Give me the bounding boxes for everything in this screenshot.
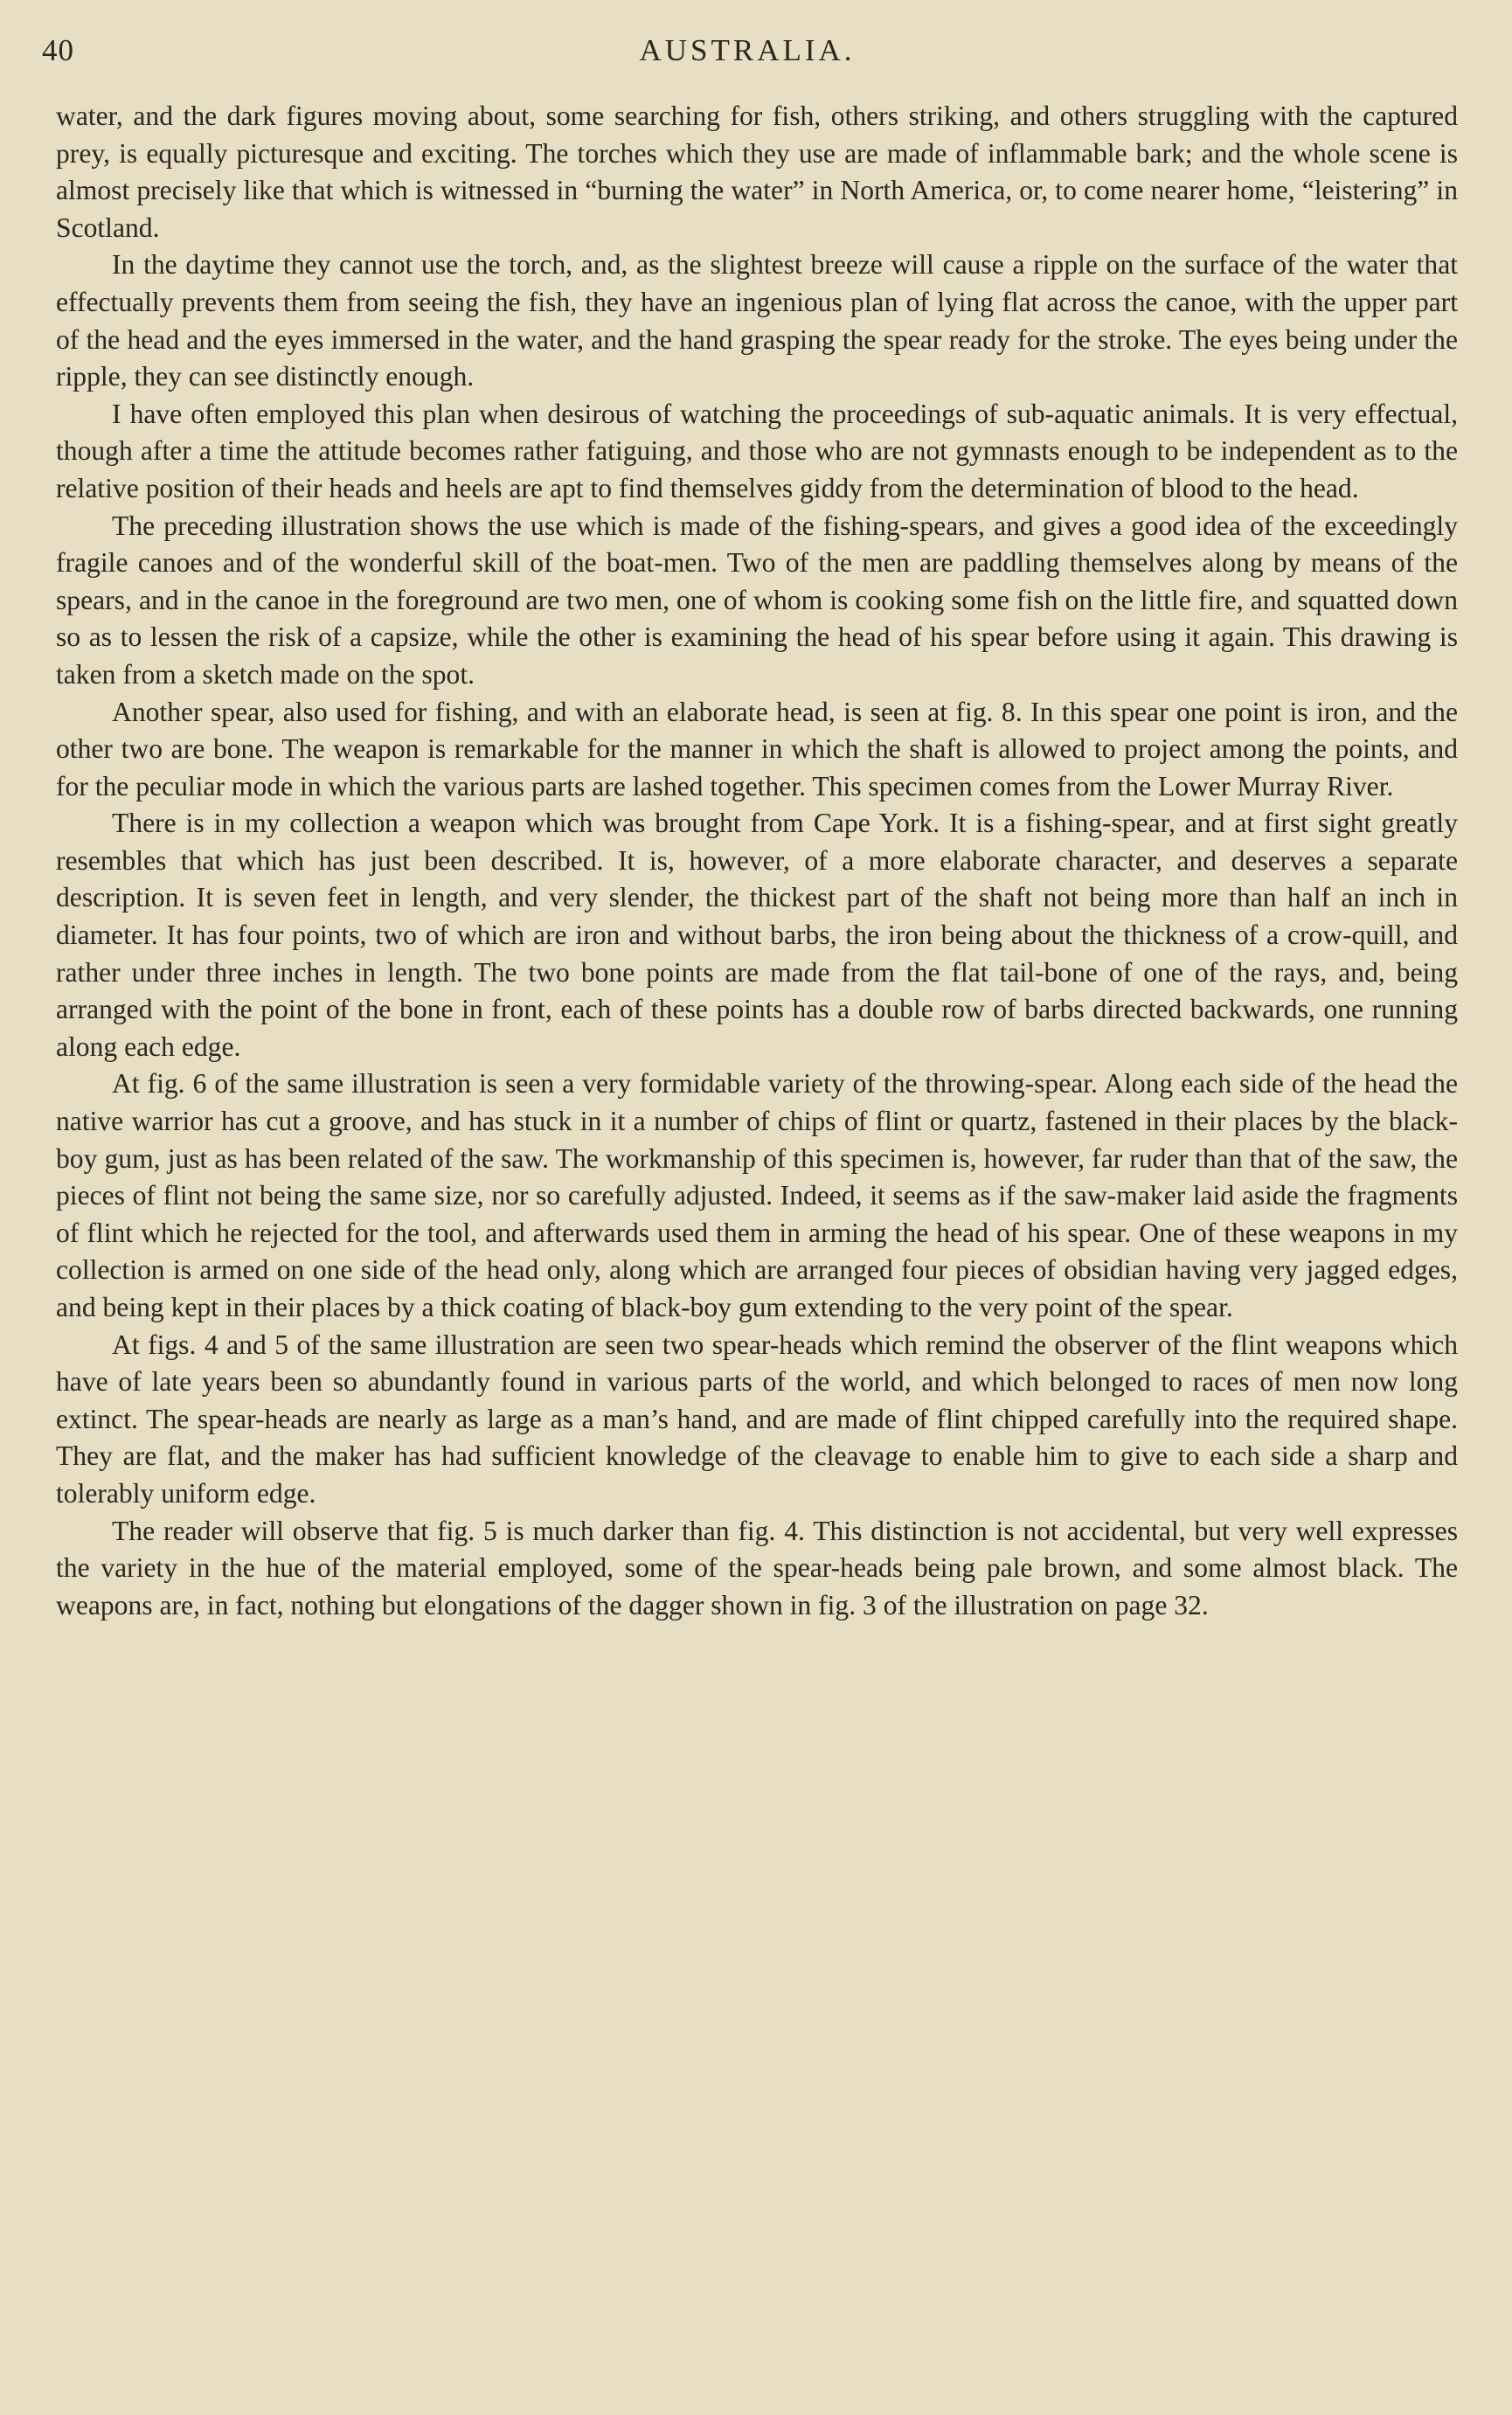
- paragraph: I have often employed this plan when desirous of watching the proceedings of sub-aquatic animals. It is very effectual, though after a time the attitude becomes rather fatiguing, and those who are not gymnasts enough to be independent as to the relative position of their heads and heels are apt to find themselves giddy from the determination of blood to the head.: [56, 398, 1458, 503]
- body-text: [56, 98, 1458, 1624]
- paragraph: water, and the dark figures moving about, some searching for fish, others striking, and others struggling with the captured prey, is equally picturesque and exciting. The torches which they use are made of inflammable bark; and the whole scene is almost precisely like that which is witnessed in “burning the water” in North America, or, to come nearer home, “leistering” in Scotland.: [56, 101, 1458, 243]
- page-header: [42, 33, 1453, 77]
- paragraph: At fig. 6 of the same illustration is seen a very formidable variety of the throwing-spear. Along each side of the head the native warrior has cut a groove, and has stuck in it a number of chips of flint or quartz, fastened in their places by the black-boy gum, just as has been related of the saw. The workmanship of this specimen is, however, far ruder than that of the saw, the pieces of flint not being the same size, nor so carefully adjusted. Indeed, it seems as if the saw-maker laid aside the fragments of flint which he rejected for the tool, and afterwards used them in arming the head of his spear. One of these weapons in my collection is armed on one side of the head only, along which are arranged four pieces of obsidian having very jagged edges, and being kept in their places by a thick coating of black-boy gum extending to the very point of the spear.: [56, 1068, 1458, 1322]
- running-head: AUSTRALIA.: [639, 33, 856, 67]
- paragraph: The preceding illustration shows the use which is made of the fishing-spears, and gives a good idea of the exceedingly fragile canoes and of the wonderful skill of the boat-men. Two of the men are paddling themselves along by means of the spears, and in the canoe in the foreground are two men, one of whom is cooking some fish on the little fire, and squatted down so as to lessen the risk of a capsize, while the other is examining the head of his spear before using it again. This drawing is taken from a sketch made on the spot.: [56, 510, 1458, 690]
- paragraph: At figs. 4 and 5 of the same illustration are seen two spear-heads which remind the observer of the flint weapons which have of late years been so abundantly found in various parts of the world, and which belonged to races of men now long extinct. The spear-heads are nearly as large as a man’s hand, and are made of flint chipped carefully into the required shape. They are flat, and the maker has had sufficient knowledge of the cleavage to enable him to give to each side a sharp and tolerably uniform edge.: [56, 1329, 1458, 1509]
- page-number: 40: [42, 33, 74, 67]
- paragraph: The reader will observe that fig. 5 is much darker than fig. 4. This distinction is not accidental, but very well expresses the variety in the hue of the material employed, some of the spear-heads being pale brown, and some almost black. The weapons are, in fact, nothing but elongations of the dagger shown in fig. 3 of the illustration on page 32.: [56, 1515, 1458, 1620]
- paragraph: Another spear, also used for fishing, and with an elaborate head, is seen at fig. 8. In this spear one point is iron, and the other two are bone. The weapon is remarkable for the manner in which the shaft is allowed to project among the points, and for the peculiar mode in which the various parts are lashed together. This specimen comes from the Lower Murray River.: [56, 696, 1458, 802]
- paragraph: There is in my collection a weapon which was brought from Cape York. It is a fishing-spear, and at first sight greatly resembles that which has just been described. It is, however, of a more elaborate character, and deserves a separate description. It is seven feet in length, and very slender, the thickest part of the shaft not being more than half an inch in diameter. It has four points, two of which are iron and without barbs, the iron being about the thickness of a crow-quill, and rather under three inches in length. The two bone points are made from the flat tail-bone of one of the rays, and, being arranged with the point of the bone in front, each of these points has a double row of barbs directed backwards, one running along each edge.: [56, 808, 1458, 1062]
- paragraph: In the daytime they cannot use the torch, and, as the slightest breeze will cause a ripple on the surface of the water that effectually prevents them from seeing the fish, they have an ingenious plan of lying flat across the canoe, with the upper part of the head and the eyes immersed in the water, and the hand grasping the spear ready for the stroke. The eyes being under the ripple, they can see distinctly enough.: [56, 249, 1458, 392]
